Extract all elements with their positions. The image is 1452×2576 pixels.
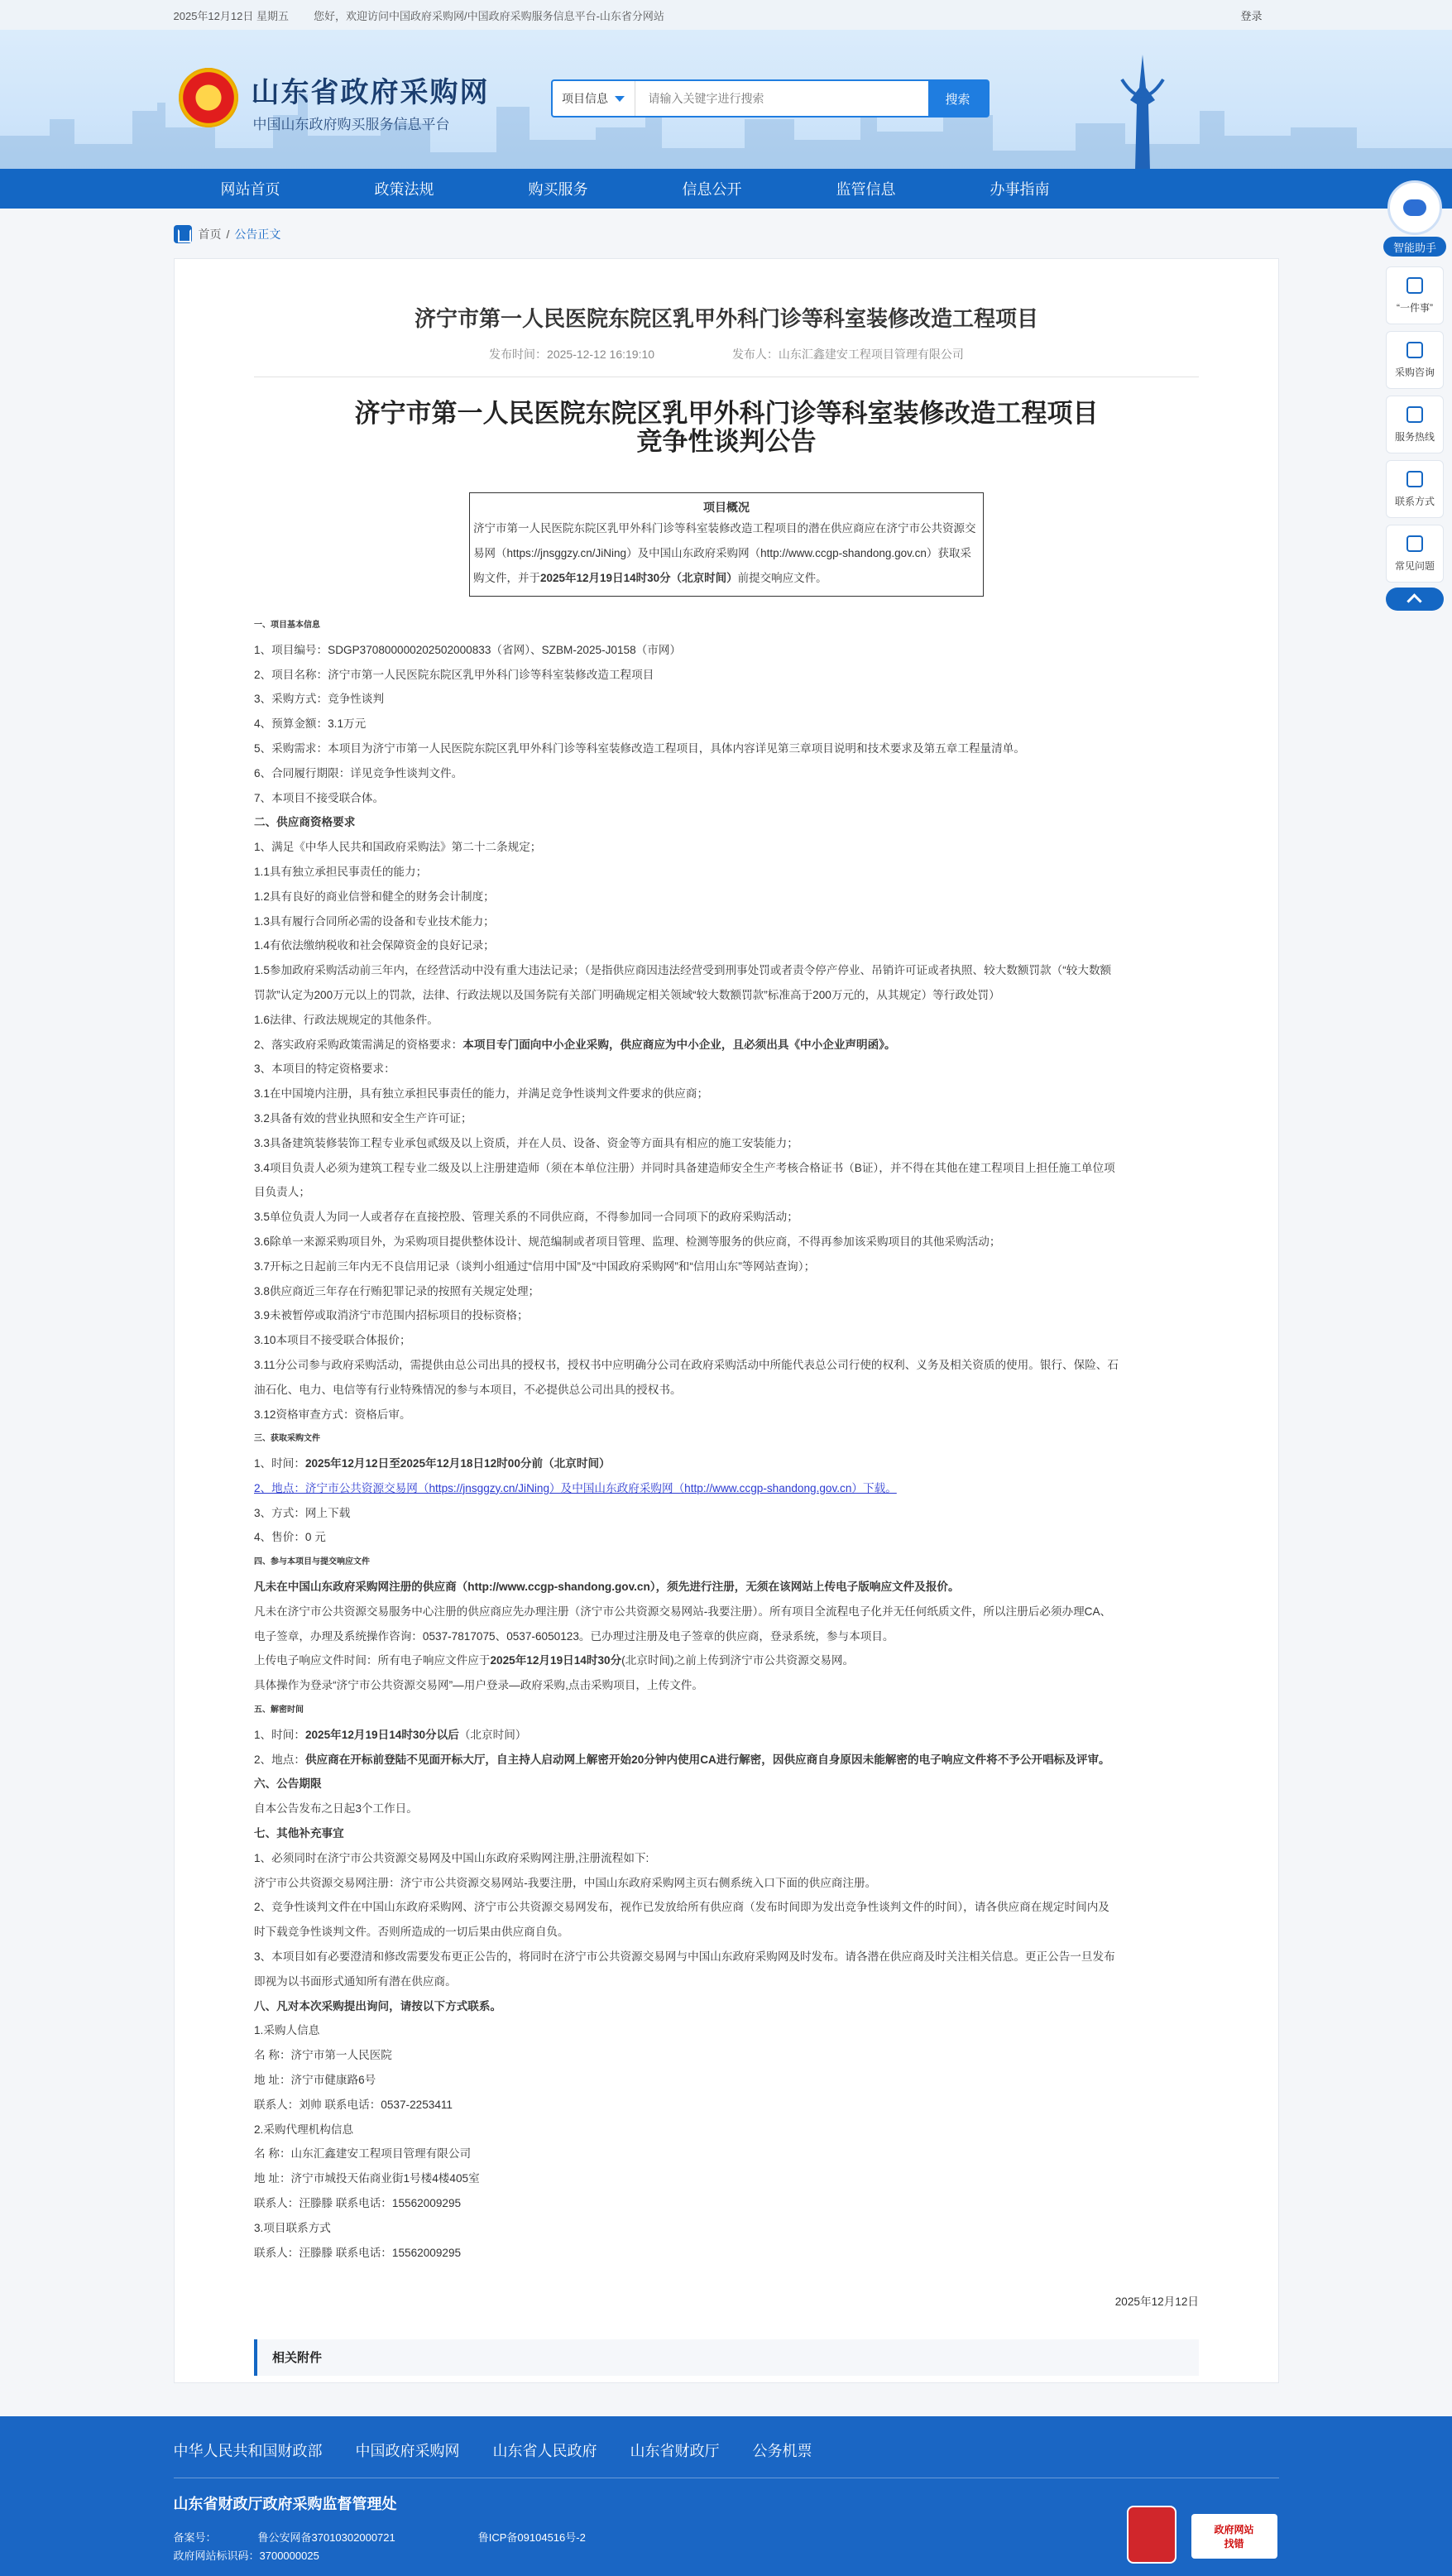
- line-text: 二、供应商资格要求: [254, 816, 356, 829]
- line-text: 1、时间：: [254, 1728, 305, 1741]
- line-text: 3.1在中国境内注册，具有独立承担民事责任的能力，并满足竞争性谈判文件要求的供应商；: [254, 1087, 709, 1101]
- line-text: 3.7开标之日起前三年内无不良信用记录（谈判小组通过“信用中国”及“中国政府采购网”和“信用山东”等网站查询）；: [254, 1259, 816, 1273]
- announcement-line: [254, 712, 1199, 736]
- site-code: 政府网站标识码：3700000025: [173, 2550, 319, 2562]
- line-text: 目负责人；: [254, 1186, 310, 1199]
- icp-record[interactable]: 鲁ICP备09104516号-2: [477, 2531, 586, 2544]
- announcement-line: [254, 1575, 1199, 1600]
- ai-assistant-label: 智能助手: [1383, 237, 1446, 257]
- announcement-line: [254, 1353, 1199, 1378]
- search-category-label: 项目信息: [562, 92, 608, 105]
- line-text: 1、项目编号：SDGP370800000202502000833（省网）、SZBM-2025-J0158（市网）: [254, 643, 682, 656]
- line-text: 3.4项目负责人必须为建筑工程专业二级及以上注册建造师（须在本单位注册）并同时具备建造师安全生产考核合格证书（B证），并不得在其他在建工程项目上担任施工单位项: [254, 1161, 1115, 1174]
- line-text: 6、合同履行期限：详见竞争性谈判文件。: [254, 766, 463, 780]
- line-after-text: （北京时间）: [458, 1728, 527, 1741]
- float-item-faq[interactable]: [1386, 525, 1444, 583]
- line-text: 时下载竞争性谈判文件。否则所造成的一切后果由供应商自负。: [254, 1926, 569, 1939]
- announcement-line: [254, 1033, 1199, 1058]
- announcement-line: [254, 1945, 1199, 1969]
- back-to-top-button[interactable]: [1386, 588, 1444, 611]
- line-text: 三、获取采购文件: [254, 1434, 320, 1444]
- record-label: 备案号：: [173, 2531, 217, 2544]
- line-text: 八、凡对本次采购提出询问，请按以下方式联系。: [254, 1999, 502, 2012]
- announcement-line: [254, 1550, 1199, 1575]
- party-gov-badge-icon[interactable]: [1127, 2506, 1176, 2564]
- line-bold-text: 本项目专门面向中小企业采购，供应商应为中小企业，且必须出具《中小企业声明函》。: [462, 1038, 896, 1051]
- line-text: 联系人：汪滕滕 联系电话：15562009295: [254, 2197, 462, 2209]
- line-text: 4、预算金额：3.1万元: [254, 717, 367, 731]
- float-item-label: 联系方式: [1394, 495, 1435, 507]
- publisher: 发布人：山东汇鑫建安工程项目管理有限公司: [731, 348, 964, 361]
- line-text: 3、采购方式：竞争性谈判: [254, 693, 385, 706]
- current-date: 2025年12月12日 星期五: [173, 9, 289, 22]
- play-icon: [1406, 277, 1423, 294]
- police-record[interactable]: 鲁公安网备37010302000721: [257, 2531, 395, 2544]
- line-after-text: (北京时间)之前上传到济宁市公共资源交易网。: [621, 1654, 855, 1667]
- line-text: 1.6法律、行政法规规定的其他条件。: [254, 1013, 438, 1026]
- line-text: 3.8供应商近三年存在行贿犯罪记录的按照有关规定处理；: [254, 1284, 540, 1298]
- announcement-line: [254, 958, 1199, 983]
- badge-text-1: 政府网站: [1214, 2524, 1254, 2535]
- announcement-line: [254, 1772, 1199, 1796]
- line-bold-text: 2025年12月19日14时30分: [490, 1654, 622, 1667]
- welcome-text: 您好，欢迎访问中国政府采购网/中国政府采购服务信息平台-山东省分网站: [313, 9, 664, 22]
- line-text: 罚款”认定为200万元以上的罚款，法律、行政法规以及国务院有关部门明确规定相关领域“较大数额罚款”标准高于200万元的，从其规定）等行政处罚）: [254, 988, 1000, 1001]
- footer-link[interactable]: 山东省人民政府: [492, 2443, 597, 2459]
- announcement-line: [254, 2191, 1199, 2216]
- announcement-line: [254, 2068, 1199, 2093]
- line-text: 2、项目名称：济宁市第一人民医院东院区乳甲外科门诊等科室装修改造工程项目: [254, 668, 654, 681]
- announcement-line: [254, 1378, 1199, 1403]
- announcement-line: [254, 1525, 1199, 1550]
- nav-home[interactable]: 网站首页: [220, 181, 280, 198]
- announcement-line: [254, 1106, 1199, 1131]
- announcement-line: [254, 638, 1199, 663]
- announcement-line: [254, 860, 1199, 885]
- gov-site-error-report-badge[interactable]: [1191, 2514, 1277, 2559]
- announcement-line: [254, 761, 1199, 786]
- line-text: 3.3具备建筑装修装饰工程专业承包贰级及以上资质，并在人员、设备、资金等方面具有相应的施工安装能力；: [254, 1136, 798, 1149]
- float-item-hotline[interactable]: [1386, 396, 1444, 453]
- announcement-line: [254, 2018, 1199, 2043]
- article-card: [174, 258, 1279, 2383]
- announcement-line: [254, 810, 1199, 835]
- site-subtitle: 中国山东政府购买服务信息平台: [252, 117, 450, 132]
- nav-info-public[interactable]: 信息公开: [682, 181, 742, 198]
- line-bold-text: 供应商在开标前登陆不见面开标大厅，自主持人启动网上解密开始20分钟内使用CA进行解密，因供应商自身原因未能解密的电子响应文件将不予公开唱标及评审。: [304, 1753, 1110, 1766]
- line-bold-text: 2025年12月19日14时30分以后: [304, 1728, 459, 1741]
- announcement-line: [254, 1501, 1199, 1526]
- contact-card-icon: [1406, 471, 1423, 487]
- floating-toolbar: [1383, 180, 1446, 611]
- footer-organization: 山东省财政厅政府采购监督管理处: [173, 2496, 397, 2512]
- line-text: 五、解密时间: [254, 1705, 304, 1715]
- announcement-line: [254, 1230, 1199, 1254]
- announcement-line: [254, 1821, 1199, 1846]
- article-title: 济宁市第一人民医院东院区乳甲外科门诊等科室装修改造工程项目: [414, 306, 1038, 331]
- overview-text-b: 前提交响应文件。: [737, 572, 827, 584]
- line-text: 1.4有依法缴纳税收和社会保障资金的良好记录；: [254, 939, 495, 952]
- announcement-line: [254, 786, 1199, 811]
- site-title[interactable]: 山东省政府采购网: [251, 77, 490, 108]
- line-text: 2、地点：济宁市公共资源交易网（https://jnsggzy.cn/JiNing）及中国山东政府采购网（http://www.ccgp-shandong.gov.cn）下载。: [254, 1481, 897, 1494]
- line-text: 地 址：济宁市城投天佑商业街1号楼4楼405室: [254, 2172, 480, 2185]
- line-text: 3.9未被暂停或取消济宁市范围内招标项目的投标资格；: [254, 1309, 529, 1322]
- line-text: 2、落实政府采购政策需满足的资格要求：: [254, 1038, 463, 1051]
- breadcrumb-current: 公告正文: [234, 228, 281, 241]
- line-text: 3、本项目的特定资格要求：: [254, 1063, 395, 1076]
- project-overview-box: [469, 492, 984, 597]
- line-text: 3.项目联系方式: [254, 2221, 331, 2234]
- line-text: 3.6除单一来源采购项目外，为采购项目提供整体设计、规范编制或者项目管理、监理、检测等服务的供应商，不得再参加该采购项目的其他采购活动；: [254, 1235, 1001, 1248]
- float-item-label: 常见问题: [1394, 559, 1435, 572]
- line-text: 名 称：山东汇鑫建安工程项目管理有限公司: [254, 2147, 472, 2161]
- line-text: 2.采购代理机构信息: [254, 2123, 354, 2136]
- line-text: 1、满足《中华人民共和国政府采购法》第二十二条规定；: [254, 841, 542, 854]
- document-icon: [1406, 342, 1423, 358]
- search-input[interactable]: [635, 81, 928, 116]
- announcement-line[interactable]: [254, 1476, 1199, 1501]
- announcement-line: [254, 1895, 1199, 1920]
- announcement-line: [254, 613, 1199, 638]
- question-icon: [1406, 535, 1423, 552]
- main-nav: [0, 169, 1452, 209]
- attachments-header: 相关附件: [254, 2339, 1199, 2376]
- line-text: 3.12资格审查方式：资格后审。: [254, 1408, 411, 1421]
- overview-text-a: 济宁市第一人民医院东院区乳甲外科门诊等科室装修改造工程项目的潜在供应商应在济宁市公共资源交易网（https://jnsggzy.cn/JiNing）及中国山东政府采购网（http://www.ccgp-shandong.gov.cn）获取采购文件，并于: [473, 522, 976, 584]
- announcement-line: [254, 1451, 1199, 1476]
- announcement-line: [254, 2166, 1199, 2191]
- line-text: 4、售价：0 元: [254, 1531, 326, 1544]
- line-bold-text: 凡未在中国山东政府采购网注册的供应商（http://www.ccgp-shandong.gov.cn），须先进行注册，无须在该网站上传电子版响应文件及报价。: [254, 1581, 960, 1594]
- footer-link[interactable]: 公务机票: [752, 2443, 812, 2459]
- nav-policy[interactable]: 政策法规: [374, 181, 434, 198]
- article-header: [254, 302, 1199, 362]
- announcement-line: [254, 1279, 1199, 1304]
- line-text: 自本公告发布之日起3个工作日。: [254, 1802, 418, 1816]
- line-text: 3.10本项目不接受联合体报价；: [254, 1334, 411, 1347]
- line-text: 1.3具有履行合同所必需的设备和专业技术能力；: [254, 914, 495, 928]
- nav-purchase-service[interactable]: 购买服务: [528, 181, 588, 198]
- announcement-line: [254, 736, 1199, 761]
- announcement-line: [254, 2265, 1199, 2290]
- article-meta: [254, 346, 1199, 362]
- footer-records: [174, 2529, 627, 2565]
- line-text: 四、参与本项目与提交响应文件: [254, 1557, 370, 1567]
- login-link[interactable]: 登录: [1240, 9, 1263, 22]
- announcement-line: [254, 1254, 1199, 1279]
- announcement-line: [254, 1057, 1199, 1082]
- line-text: 1.5参加政府采购活动前三年内，在经营活动中没有重大违法记录；（是指供应商因违法经营受到刑事处罚或者责令停产停业、吊销许可证或者执照、较大数额罚款（“较大数额: [254, 964, 1112, 977]
- line-text: 3、方式：网上下载: [254, 1506, 351, 1519]
- announcement-line: [254, 2216, 1199, 2241]
- phone-icon: [1406, 406, 1423, 423]
- announcement-document: [254, 400, 1199, 2376]
- line-text: 1、时间：: [254, 1457, 305, 1470]
- document-title-line1: 济宁市第一人民医院东院区乳甲外科门诊等科室装修改造工程项目: [354, 399, 1099, 428]
- publish-time: 发布时间：2025-12-12 16:19:10: [489, 348, 655, 361]
- float-item-contact[interactable]: [1386, 460, 1444, 518]
- line-text: 七、其他补充事宜: [254, 1827, 344, 1840]
- site-header: [0, 30, 1452, 169]
- nav-supervision[interactable]: 监管信息: [836, 181, 896, 198]
- line-text: 1、必须同时在济宁市公共资源交易网及中国山东政府采购网注册,注册流程如下:: [254, 1851, 649, 1864]
- tower-landmark-icon: [1114, 55, 1172, 169]
- line-text: 2、地点：: [254, 1753, 305, 1766]
- overview-title: 项目概况: [703, 501, 750, 514]
- announcement-body: [254, 613, 1199, 2315]
- footer-links: [174, 2439, 846, 2461]
- search-category-select[interactable]: [553, 81, 635, 116]
- line-text: 电子签章，办理及系统操作咨询：0537-7817075、0537-6050123。已办理过注册及电子签章的供应商，登录系统，参与本项目。: [254, 1629, 894, 1643]
- line-text: 地 址：济宁市健康路6号: [254, 2074, 376, 2087]
- line-text: 上传电子响应文件时间：所有电子响应文件应于: [254, 1654, 491, 1667]
- search-button[interactable]: 搜索: [928, 81, 988, 116]
- announcement-line: [254, 1673, 1199, 1698]
- line-text: 1.2具有良好的商业信誉和健全的财务会计制度；: [254, 890, 495, 903]
- line-text: 1.采购人信息: [254, 2024, 320, 2037]
- announcement-line: [254, 663, 1199, 688]
- announcement-line: [254, 1969, 1199, 1994]
- announcement-line: [254, 2043, 1199, 2068]
- line-text: 3.5单位负责人为同一人或者存在直接控股、管理关系的不同供应商，不得参加同一合同项下的政府采购活动；: [254, 1211, 798, 1224]
- announcement-line: [254, 1328, 1199, 1353]
- announcement-line: [254, 983, 1199, 1008]
- float-item-label: 服务热线: [1394, 430, 1435, 443]
- breadcrumb-separator: /: [226, 228, 230, 241]
- line-text: 油石化、电力、电信等有行业特殊情况的参与本项目，不必提供总公司出具的授权书。: [254, 1383, 682, 1396]
- announcement-line: [254, 2118, 1199, 2142]
- announcement-line: [254, 2142, 1199, 2166]
- announcement-line: [254, 2241, 1199, 2266]
- announcement-line: [254, 1624, 1199, 1649]
- line-bold-text: 2025年12月12日至2025年12月18日12时00分前（北京时间）: [304, 1457, 611, 1470]
- announcement-line: [254, 2093, 1199, 2118]
- announcement-line: [254, 885, 1199, 909]
- footer-link[interactable]: 山东省财政厅: [630, 2443, 720, 2459]
- announcement-line: [254, 1648, 1199, 1673]
- float-item-label: “一件事”: [1397, 301, 1433, 314]
- announcement-line: [254, 687, 1199, 712]
- announcement-line: [254, 2290, 1199, 2315]
- float-item-one-thing[interactable]: [1386, 266, 1444, 324]
- announcement-line: [254, 1427, 1199, 1451]
- announcement-line: [254, 1920, 1199, 1945]
- line-text: 六、公告期限: [254, 1777, 322, 1791]
- announcement-line: [254, 1205, 1199, 1230]
- line-text: 名 称：济宁市第一人民医院: [254, 2049, 392, 2062]
- float-item-label: 采购咨询: [1394, 366, 1435, 378]
- record-info: [174, 2529, 437, 2547]
- announcement-line: [254, 1008, 1199, 1033]
- breadcrumb: [174, 223, 1279, 245]
- line-text: 联系人：刘帅 联系电话：0537-2253411: [254, 2098, 453, 2111]
- line-text: 2、竞争性谈判文件在中国山东政府采购网、济宁市公共资源交易网发布，视作已发放给所有供应商（发布时间即为发出竞争性谈判文件的时间），请各供应商在规定时间内及: [254, 1901, 1109, 1914]
- overview-deadline: 2025年12月19日14时30分（北京时间）: [540, 572, 738, 584]
- robot-icon: [1387, 180, 1442, 235]
- caret-down-icon: [615, 96, 625, 102]
- announcement-line: [254, 1156, 1199, 1181]
- announcement-line: [254, 933, 1199, 958]
- breadcrumb-home[interactable]: 首页: [198, 228, 222, 241]
- document-title: [254, 400, 1199, 456]
- announcement-line: [254, 1846, 1199, 1871]
- document-title-line2: 竞争性谈判公告: [636, 427, 817, 456]
- announcement-line: [254, 1748, 1199, 1772]
- announcement-line: [254, 1698, 1199, 1723]
- line-text: 联系人：汪滕滕 联系电话：15562009295: [254, 2246, 462, 2259]
- badge-text-2: 找错: [1224, 2538, 1244, 2550]
- overview-text: [473, 516, 980, 591]
- announcement-line: [254, 1082, 1199, 1106]
- announcement-line: [254, 1723, 1199, 1748]
- line-text: 3.11分公司参与政府采购活动，需提供由总公司出具的授权书，授权书中应明确分公司在政府采购活动中所能代表总公司行使的权利、义务及相关资质的使用。银行、保险、石: [254, 1358, 1119, 1371]
- national-emblem-icon: [179, 68, 238, 127]
- announcement-line: [254, 909, 1199, 934]
- top-bar: [0, 0, 1452, 30]
- line-text: 5、采购需求：本项目为济宁市第一人民医院东院区乳甲外科门诊等科室装修改造工程项目，具体内容详见第三章项目说明和技术要求及第五章工程量清单。: [254, 741, 1025, 755]
- line-text: 3、本项目如有必要澄清和修改需要发布更正公告的，将同时在济宁市公共资源交易网与中国山东政府采购网及时发布。请各潜在供应商及时关注相关信息。更正公告一旦发布: [254, 1950, 1115, 1964]
- line-text: 济宁市公共资源交易网注册：济宁市公共资源交易网站-我要注册，中国山东政府采购网主页右侧系统入口下面的供应商注册。: [254, 1876, 877, 1889]
- line-text: 3.2具备有效的营业执照和安全生产许可证；: [254, 1111, 472, 1125]
- line-text: 1.1具有独立承担民事责任的能力；: [254, 865, 428, 878]
- ai-assistant-button[interactable]: [1383, 180, 1446, 260]
- footer-link[interactable]: 中华人民共和国财政部: [173, 2443, 323, 2459]
- announcement-line: [254, 1131, 1199, 1156]
- line-text: 7、本项目不接受联合体。: [254, 791, 385, 804]
- search-bar: [551, 79, 990, 118]
- float-item-consult[interactable]: [1386, 331, 1444, 389]
- announcement-line: [254, 1871, 1199, 1896]
- footer-link[interactable]: 中国政府采购网: [355, 2443, 460, 2459]
- line-text: 凡未在济宁市公共资源交易服务中心注册的供应商应先办理注册（济宁市公共资源交易网站-我要注册）。所有项目全流程电子化并无任何纸质文件，所以注册后必须办理CA、: [254, 1605, 1112, 1618]
- announcement-line: [254, 1994, 1199, 2019]
- line-text: 一、项目基本信息: [254, 621, 320, 630]
- site-footer: [0, 2416, 1452, 2576]
- announcement-line: [254, 835, 1199, 860]
- announcement-line: [254, 1403, 1199, 1427]
- announcement-line: [254, 1600, 1199, 1624]
- line-text: 具体操作为登录“济宁市公共资源交易网”—用户登录—政府采购,点击采购项目，上传文件。: [254, 1679, 703, 1692]
- announcement-line: [254, 1796, 1199, 1821]
- line-text: 即视为以书面形式通知所有潜在供应商。: [254, 1974, 457, 1988]
- home-icon[interactable]: [174, 225, 192, 243]
- nav-guide[interactable]: 办事指南: [990, 181, 1050, 198]
- line-text: 2025年12月12日: [1114, 2295, 1199, 2309]
- announcement-line: [254, 1180, 1199, 1205]
- announcement-line: [254, 1303, 1199, 1328]
